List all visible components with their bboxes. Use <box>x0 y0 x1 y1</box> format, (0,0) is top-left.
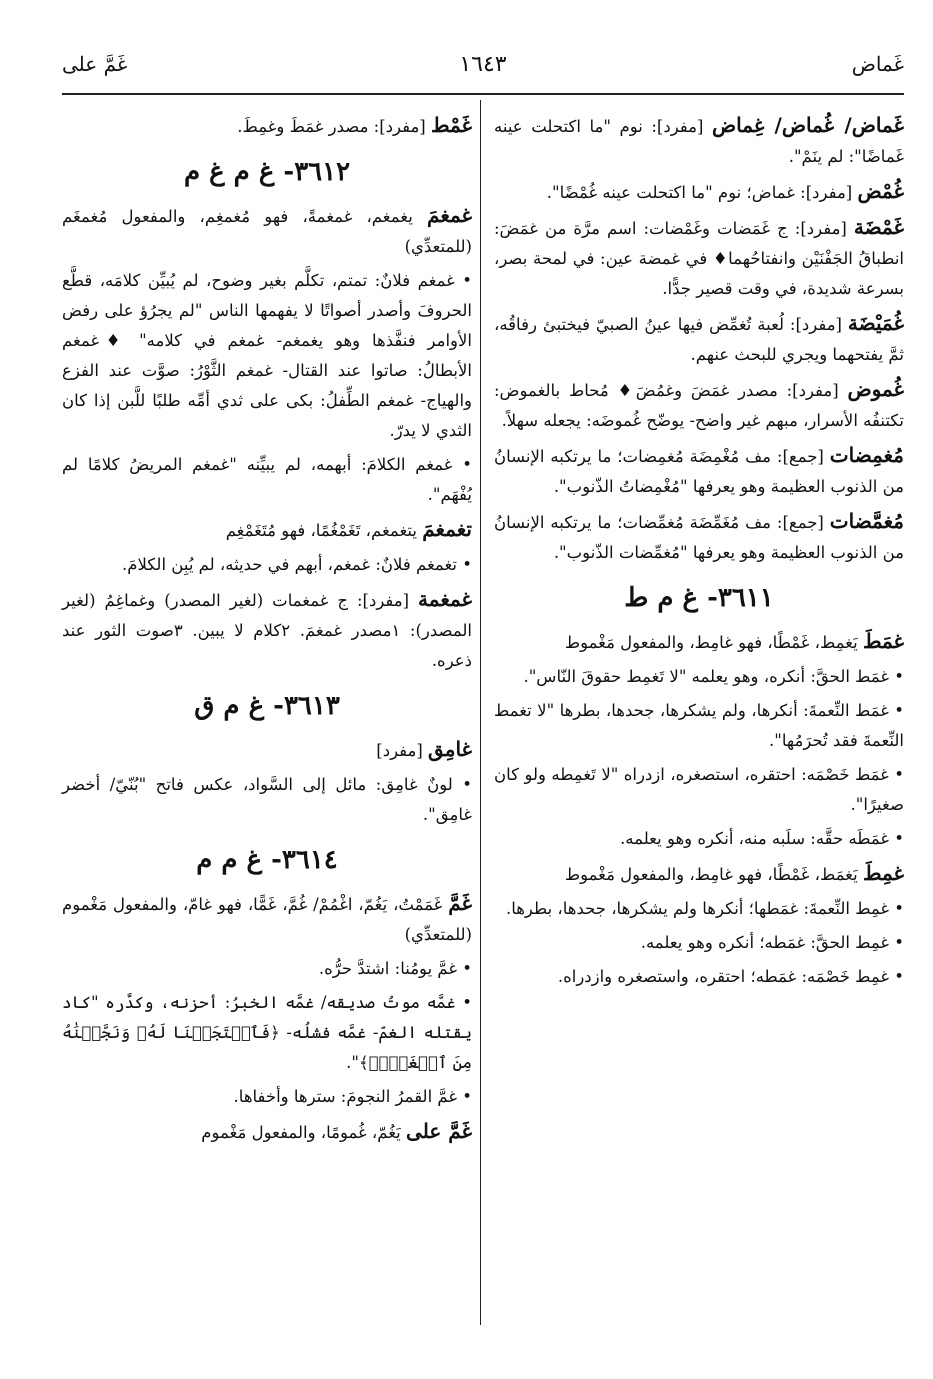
entry-definition: يَغُمّ، غُمومًا، والمفعول مَغْموم <box>201 1123 407 1142</box>
entry-definition: يغمغم، غمغمةً، فهو مُغمغِم، والمفعول مُغمغَم (للمتعدِّي) <box>62 207 472 256</box>
entry-definition: [مفرد]: لُعبة تُغمِّض فيها عينُ الصبيّ فيختبئ رفاقُه، ثمَّ يفتحهما ويجري للبحث عنهم. <box>494 315 904 364</box>
sense-item: • تغمغم فلانٌ: غمغم، أبهم في حديثه، لم يُبِن الكلامَ. <box>122 555 472 574</box>
dictionary-entry <box>62 1116 472 1148</box>
entry-definition: [مفرد]: ج غمغمات (لغير المصدر) وغماغِمُ (لغير المصدر): ١مصدر غمغمَ. ٢كلام لا يبين. ٣صوت الثور عند ذعره. <box>62 591 472 670</box>
root-heading: ٣٦١١- غ م ط <box>624 583 774 613</box>
dictionary-entry <box>494 374 904 436</box>
entry-definition: [مفرد]: ج غَمَضات وغَمْضات: اسم مرَّة من غمَضَ: انطباقُ الجَفْنَيْن وانفتاحُهما♦ في غمضة عين: في لمحة بصر، بسرعة شديدة، في وقت قصير جدًّا. <box>494 219 904 298</box>
dictionary-entry <box>62 584 472 676</box>
header-first-word: غَماض <box>851 52 904 76</box>
left-column <box>62 110 472 1152</box>
entry-definition: [مفرد]: غماض؛ نوم "ما اكتحلت عينه غُمْضًا". <box>546 183 858 202</box>
sense-item: • غمِط خَصْمَه: غمَطه؛ احتقره، واستصغره وازدراه. <box>557 967 904 986</box>
sense-item: • لونٌ غامِق: مائل إلى السَّواد، عكس فاتح "بُنّيّ/ أخضر غامِق". <box>62 775 472 824</box>
root-heading: ٣٦١٤- غ م م <box>196 845 338 875</box>
entry-definition: [جمع]: مف مُغْمِضَة مُغمِضات؛ ما يرتكبه الإنسانُ من الذنوب العظيمة وهو يعرفها "مُغْمِضاتُ الذّنوب". <box>494 447 904 496</box>
sense-item: • غمِط النِّعمةَ: غمَطها؛ أنكرها ولم يشكرها، جحدها، بطرها. <box>505 899 904 918</box>
entry-headword: مُغمَّضات <box>829 509 904 533</box>
entry-headword: غُمَيْضَة <box>847 311 904 335</box>
sense-item: • غمغم فلانٌ: تمتم، تكلَّم بغير وضوح، لم يُبيِّن كلامَه، قطَّع الحروفَ وأصدر أصواتًا لا يفهمها الناس "لم يجرُؤ على رفض الأوامر فنفَّذها وهو يغمغم- غمغم في كلامه" ♦غمغم الأبطالُ: صاتوا عند القتال- غمغم الثَّوْرُ: صوَّت عند الفزع والهياج- غمغم الطِّفلُ: بكى على ثدي أمِّه طلبًا للَّبن إذا كان الثدي لا يدرّ. <box>62 271 472 440</box>
root-heading: ٣٦١٢- غ م غ م <box>183 157 351 187</box>
dictionary-entry <box>62 734 472 766</box>
entry-definition: [مفرد] <box>376 741 429 760</box>
dictionary-entry <box>494 308 904 370</box>
entry-headword: غمِطَ <box>862 861 904 885</box>
entry-definition: [مفرد]: نوم "ما اكتحلت عينه غَماضًا": لم ينَمْ". <box>494 117 904 166</box>
sense-item: • غمَط خَصْمَه: احتقره، استصغره، ازدراه "لا تَغمِطه ولو كان صغيرًا". <box>494 765 904 814</box>
dictionary-entry <box>494 212 904 304</box>
entry-headword: غَماض/ غُماض/ غِماض <box>711 113 905 137</box>
page-number: ١٦٤٣ <box>459 52 507 77</box>
dictionary-page <box>62 40 904 1340</box>
entry-definition: [مفرد]: مصدر غمَطَ وغمِطَ. <box>237 117 431 136</box>
entry-definition: [مفرد]: مصدر غمَضَ وغمُضَ♦ مُحاط بالغموض: تكتنفُه الأسرار، مبهم غير واضح- يوضّح غُموضَه: يجعله سهلاً. <box>494 381 904 430</box>
sense-item: • غمَّه موتُ صديقه/ غمَّه الخبرُ: أحزنه، وكدَّره "كاد يقتله الغمّ- غمَّه فشلُه- ﴿فَٱسۡتَجَبۡنَا لَهُۥ وَنَجَّيۡنَٰهُ مِنَ ٱلۡغَمِّۚ﴾". <box>62 993 472 1072</box>
dictionary-entry <box>494 110 904 172</box>
entry-headword: غُموض <box>847 377 904 401</box>
dictionary-entry <box>62 110 472 142</box>
dictionary-entry <box>62 888 472 950</box>
header-last-word: غَمَّ على <box>62 52 128 76</box>
entry-headword: غَمْضَة <box>853 215 904 239</box>
entry-headword: غمغمة <box>418 587 472 611</box>
column-divider <box>480 100 481 1325</box>
dictionary-entry <box>494 176 904 208</box>
entry-headword: غمَطَ <box>862 629 904 653</box>
entry-definition: يتغمغم، تَغَمْغُمًا، فهو مُتَغَمْغِم <box>225 521 423 540</box>
dictionary-entry <box>494 440 904 502</box>
entry-headword: غَمَّ على <box>406 1119 472 1143</box>
dictionary-entry <box>62 200 472 262</box>
entry-headword: غامِق <box>428 737 472 761</box>
sense-item: • غمغم الكلامَ: أبهمه، لم يبيِّنه "غمغم المريضُ كلامًا لم يُفْهَم". <box>62 455 472 504</box>
root-heading: ٣٦١٣- غ م ق <box>194 691 340 721</box>
sense-item: • غمَطَه حقَّه: سلَبه منه، أنكره وهو يعلمه. <box>620 829 904 848</box>
page-header <box>62 52 904 92</box>
header-rule <box>62 93 904 95</box>
entry-headword: غَمْط <box>430 113 472 137</box>
entry-headword: مُغمِضات <box>829 443 904 467</box>
entry-headword: تغمغمَ <box>422 517 472 541</box>
sense-item: • غمَّ يومُنا: اشتدَّ حرُّه. <box>318 959 472 978</box>
entry-definition: يَغمِط، غَمْطًا، فهو غامِط، والمفعول مَغْموط <box>564 633 863 652</box>
dictionary-entry <box>494 506 904 568</box>
entry-definition: يَغمَط، غَمْطًا، فهو غامِط، والمفعول مَغْموط <box>564 865 863 884</box>
dictionary-entry <box>494 626 904 658</box>
sense-item: • غمَط النِّعمةَ: أنكرها، ولم يشكرها، جحدها، بطرها "لا تغمط النِّعمةَ فقد تُحرَمُها". <box>494 701 904 750</box>
entry-headword: غمغمَ <box>427 203 472 227</box>
right-column <box>494 110 904 996</box>
entry-headword: غُمْض <box>857 179 904 203</box>
entry-definition: [جمع]: مف مُغَمِّضَة مُغمِّضات؛ ما يرتكبه الإنسانُ من الذنوب العظيمة وهو يعرفها "مُغمِّضات الذّنوب". <box>494 513 904 562</box>
entry-definition: غَمَمْتُ، يَغُمّ، اغْمُمْ/ غُمَّ، غَمًّا، فهو غامّ، والمفعول مَغْموم (للمتعدِّي) <box>62 895 472 944</box>
entry-headword: غَمَّ <box>448 891 472 915</box>
sense-item: • غمَط الحقَّ: أنكره، وهو يعلمه "لا تَغمِط حقوقَ النّاس". <box>523 667 904 686</box>
sense-item: • غمِط الحقَّ: غمَطه؛ أنكره وهو يعلمه. <box>640 933 904 952</box>
dictionary-entry <box>62 514 472 546</box>
dictionary-entry <box>494 858 904 890</box>
sense-item: • غمَّ القمرُ النجومَ: سترها وأخفاها. <box>233 1087 472 1106</box>
